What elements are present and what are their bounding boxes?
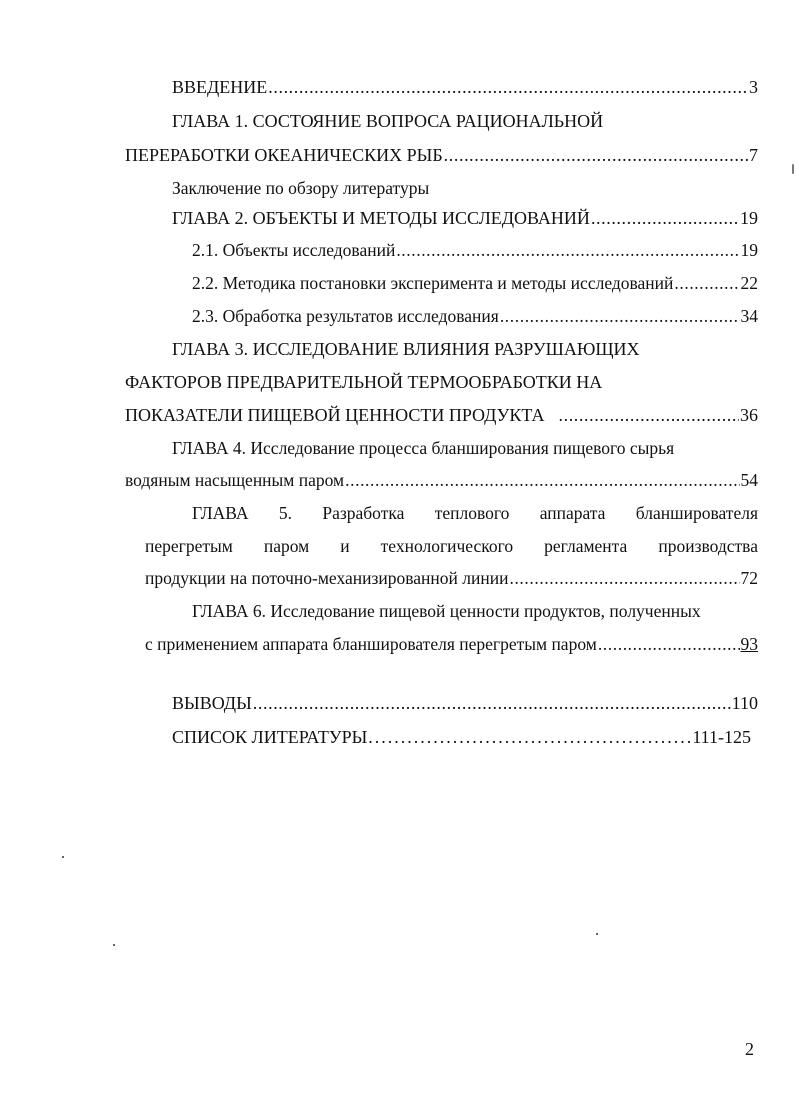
toc-entry-label: ГЛАВА 6. Исследование пищевой ценности продуктов, полученных [192,601,701,621]
toc-entry-2-2[interactable] [192,272,758,294]
toc-entry-page: 54 [740,470,758,490]
scan-speck [596,933,598,935]
toc-entry-page: 111-125 [692,727,751,747]
toc-entry-ch5-line2[interactable] [145,535,758,557]
dot-leader [368,726,691,748]
toc-entry-label: продукции на поточно-механизированной линии [145,568,509,588]
toc-entry-references[interactable] [172,726,751,748]
toc-entry-page: 110 [731,693,758,713]
toc-entry-ch3-line1[interactable] [172,338,639,360]
toc-entry-page: 3 [749,77,758,97]
toc-entry-label: перегретым паром и технологического регламента производства [145,536,758,556]
toc-entry-label: ПЕРЕРАБОТКИ ОКЕАНИЧЕСКИХ РЫБ [125,145,443,165]
toc-entry-ch3-line2[interactable] [125,371,602,393]
scan-speck [62,856,64,858]
toc-entry-page: 7 [749,145,758,165]
toc-entry-ch2[interactable] [172,207,758,229]
dot-leader [396,239,739,261]
dot-leader [591,207,739,229]
toc-entry-label: Заключение по обзору литературы [172,178,430,198]
toc-entry-label: ГЛАВА 4. Исследование процесса бланширования пищевого сырья [172,438,675,458]
toc-entry-label: с применением аппарата бланширователя перегретым паром [145,634,597,654]
dot-leader [559,404,740,426]
toc-entry-label: ФАКТОРОВ ПРЕДВАРИТЕЛЬНОЙ ТЕРМООБРАБОТКИ НА [125,372,603,392]
page-number: 2 [745,1039,754,1059]
toc-entry-ch4-line2[interactable] [125,469,758,491]
toc-entry-page: 72 [740,568,758,588]
toc-entry-page: 19 [740,240,758,260]
toc-entry-label: 2.2. Методика постановки эксперимента и методы исследований [192,273,674,293]
dot-leader [509,567,739,589]
toc-entry-label: ВВЕДЕНИЕ [172,77,268,97]
toc-entry-ch6-line2[interactable] [145,633,758,655]
toc-entry-label: ПОКАЗАТЕЛИ ПИЩЕВОЙ ЦЕННОСТИ ПРОДУКТА [125,405,545,425]
toc-entry-ch1-line1[interactable] [172,110,603,132]
toc-entry-ch1-line2[interactable] [125,144,758,166]
toc-entry-label: ГЛАВА 5. Разработка теплового аппарата бланширователя [192,503,758,523]
toc-entry-page: 22 [740,273,758,293]
toc-entry-ch4-line1[interactable] [172,437,674,459]
toc-entry-ch3-line3[interactable] [125,404,758,426]
dot-leader [345,469,739,491]
toc-entry-ch5-line1[interactable] [192,502,758,524]
toc-entry-2-1[interactable] [192,239,758,261]
toc-entry-2-3[interactable] [192,305,758,327]
toc-entry-page: 19 [740,208,758,228]
toc-entry-label: ГЛАВА 1. СОСТОЯНИЕ ВОПРОСА РАЦИОНАЛЬНОЙ [172,111,604,131]
toc-entry-label: ВЫВОДЫ [172,693,252,713]
dot-leader [500,305,740,327]
toc-entry-label: ГЛАВА 3. ИССЛЕДОВАНИЕ ВЛИЯНИЯ РАЗРУШАЮЩИХ [172,339,640,359]
toc-entry-lit-review[interactable] [172,177,429,199]
toc-entry-label: водяным насыщенным паром [125,470,345,490]
dot-leader [444,144,748,166]
toc-entry-intro[interactable] [172,76,758,98]
dot-leader [598,633,740,655]
dot-leader [674,272,739,294]
dot-leader [253,692,731,714]
toc-entry-label: ГЛАВА 2. ОБЪЕКТЫ И МЕТОДЫ ИССЛЕДОВАНИЙ [172,208,590,228]
toc-entry-page: 34 [740,306,758,326]
toc-entry-ch6-line1[interactable] [192,600,701,622]
scan-speck [113,944,115,946]
toc-entry-page: 93 [740,634,758,654]
toc-entry-label: СПИСОК ЛИТЕРАТУРЫ [172,727,368,747]
scan-speck [792,164,794,174]
toc-entry-ch5-line3[interactable] [145,567,758,589]
toc-entry-label: 2.3. Обработка результатов исследования [192,306,499,326]
toc-entry-conclusions[interactable] [172,692,758,714]
toc-entry-page: 36 [740,405,758,425]
dot-leader [268,76,748,98]
toc-entry-label: 2.1. Объекты исследований [192,240,396,260]
